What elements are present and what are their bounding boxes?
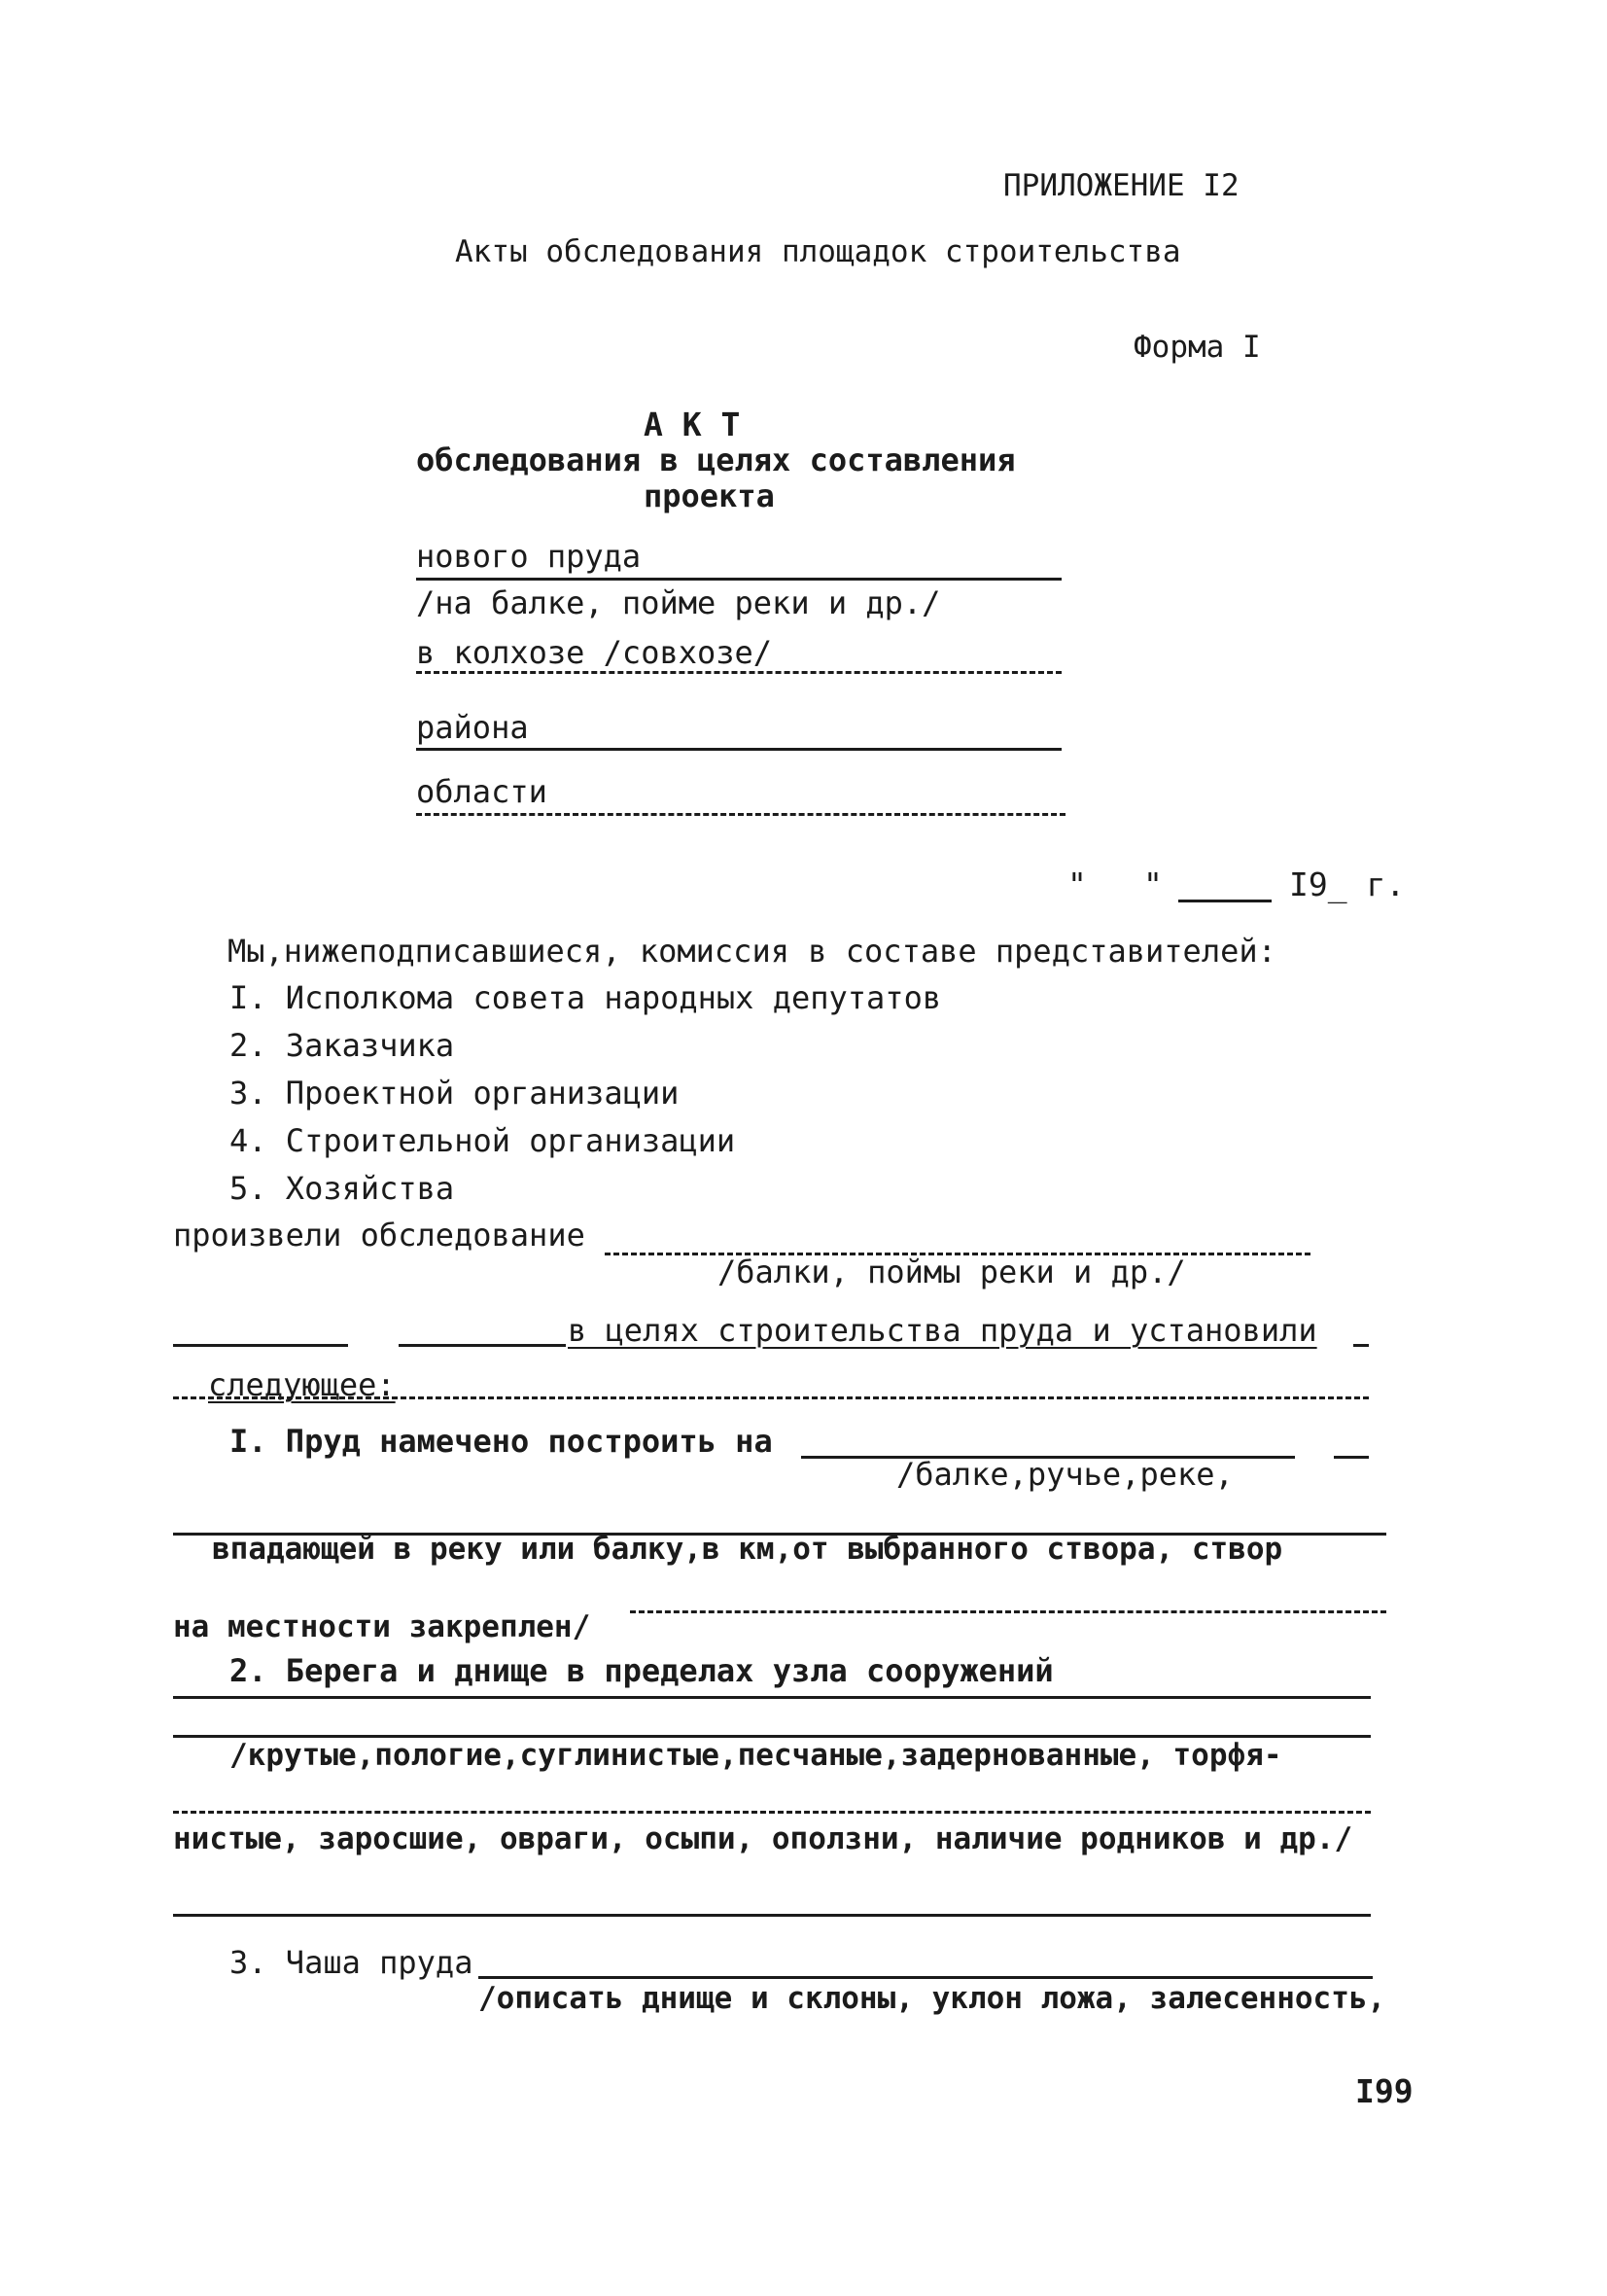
item-1-label: I. Пруд намечено построить на [229,1423,773,1460]
item-2-line-1 [173,1696,1371,1699]
purpose-blank-3 [1353,1344,1369,1347]
item-2-hint-line-1: /крутые,пологие,суглинистые,песчаные,задернованные, торфя- [229,1738,1282,1773]
item-1-hint: /балке,ручье,реке, [896,1456,1234,1493]
commission-member-5: 5. Хозяйства [229,1170,455,1207]
address-district-underline [416,748,1062,751]
address-farm-underline [416,671,1062,674]
commission-member-1: I. Исполкома совета народных депутатов [229,979,942,1016]
address-district-label: района [416,709,529,746]
date-quote-close: " [1143,865,1163,903]
item-2-hint-line-2: нистые, заросшие, овраги, осыпи, оползни, наличие родников и др./ [173,1821,1353,1856]
date-year: I9_ г. [1289,865,1406,903]
page-number: I99 [1355,2072,1414,2110]
item-2-line-4 [173,1914,1371,1917]
commission-member-4: 4. Строительной организации [229,1122,736,1159]
address-pond-label: нового пруда [416,538,642,575]
item-3-label: 3. Чаша пруда [229,1944,473,1981]
item-2-line-3 [173,1811,1371,1814]
commission-intro: Мы,нижеподписавшиеся, комиссия в составе представителей: [227,933,1276,970]
date-day-month-blank [1178,900,1272,902]
address-region-underline [416,813,1066,816]
item-1-blank-end [1334,1456,1369,1459]
purpose-blank-2 [399,1344,566,1347]
form-label: Форма I [1134,330,1261,365]
commission-member-2: 2. Заказчика [229,1027,455,1064]
item-1-continuation-line-2 [630,1610,1386,1613]
address-farm-label: в колхозе /совхозе/ [416,634,773,671]
act-heading: А К Т [644,406,741,443]
address-region-label: области [416,773,547,810]
commission-member-3: 3. Проектной организации [229,1075,680,1112]
item-1-hint-end: на местности закреплен/ [173,1609,591,1644]
item-2-label: 2. Берега и днище в пределах узла сооружений [229,1652,1054,1689]
survey-object-hint: /балки, поймы реки и др./ [717,1254,1186,1290]
address-pond-underline [416,578,1062,581]
following-label: следующее: [208,1366,396,1403]
address-location-hint: /на балке, пойме реки и др./ [416,584,941,621]
survey-label: произвели обследование [173,1217,585,1254]
item-1-hint-continued: впадающей в реку или балку,в км,от выбранного створа, створ [212,1532,1283,1567]
act-subtitle-line-1: обследования в целях составления [416,442,1016,478]
following-blank [173,1396,1369,1399]
item-3-blank [478,1976,1373,1979]
act-subtitle-line-2: проекта [644,477,775,514]
purpose-text: в целях строительства пруда и установили [568,1312,1317,1349]
item-3-hint: /описать днище и склоны, уклон ложа, залесенность, [478,1981,1386,2016]
date-quote-open: " [1067,865,1087,903]
purpose-blank-1 [173,1344,348,1347]
appendix-label: ПРИЛОЖЕНИЕ I2 [1003,168,1240,203]
document-title: Акты обследования площадок строительства [455,234,1181,269]
